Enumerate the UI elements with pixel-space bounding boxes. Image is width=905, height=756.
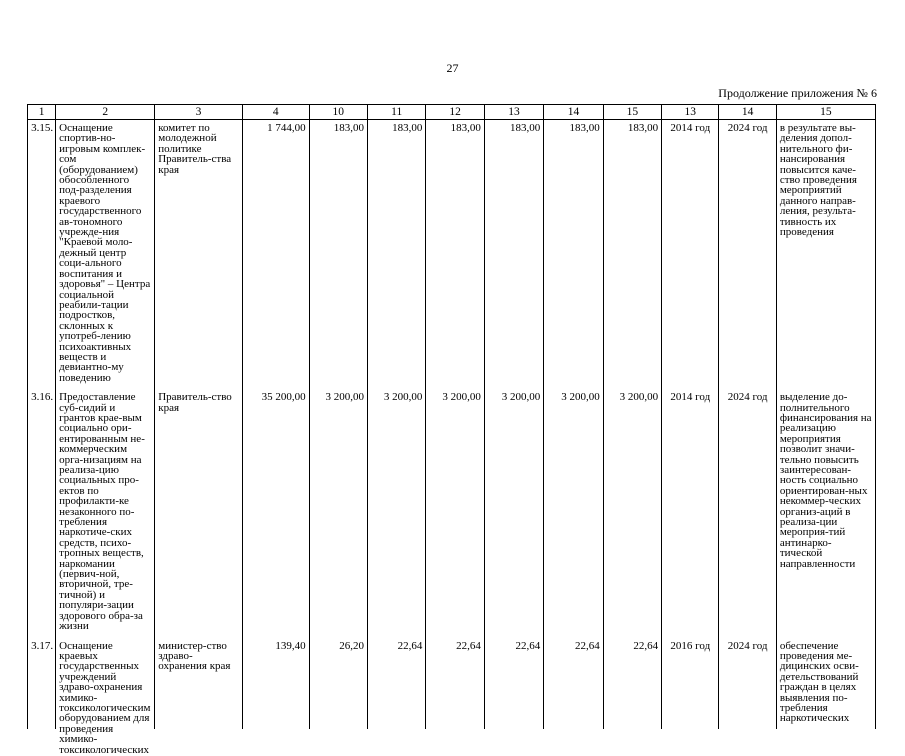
row-number: 3.16. [28,389,56,637]
continuation-label: Продолжение приложения № 6 [718,86,877,100]
amount-col-10: 26,20 [309,638,367,729]
table-row [28,389,876,637]
measure-name [56,638,155,756]
start-year: 2014 год [662,389,719,637]
measure-name: Оснащение спортив-но-игровым комплек-сом (оборудованием) обособленного под-разделения краевого государственного ав-тономного учрежде-ния "Краевой моло-дежный центр соци-ального воспитания и здоровья" – Центра социальной реабили-тации подростков, склонных к употреб-лению психоактивных веществ и девиантно-му поведению [56,120,155,390]
table-row [28,120,876,390]
row-number: 3.15. [28,120,56,390]
header-cell: 3 [155,105,243,120]
header-cell: 15 [603,105,661,120]
end-year: 2024 год [719,638,776,729]
amount-col-13: 22,64 [484,638,543,729]
amount-col-11: 183,00 [368,120,426,390]
executor: министер-ство здраво-охранения края [155,638,243,729]
amount-col-10: 183,00 [309,120,367,390]
amount-col-15: 183,00 [603,120,661,390]
header-cell: 1 [28,105,56,120]
header-cell: 13 [662,105,719,120]
start-year: 2016 год [662,638,719,729]
end-year: 2024 год [719,120,776,390]
expected-result: выделение до-полнительного финансирования на реализацию мероприятия позволит значи-тельно повысить заинтересован-ность социально ориентирован-ных некоммер-ческих организ-аций в реализа-ции мероприя-тий антинарко-тической направленности [776,389,875,637]
amount-col-14: 3 200,00 [544,389,603,637]
amount-col-12: 183,00 [426,120,484,390]
amount-col-12: 22,64 [426,638,484,729]
amount-col-15: 22,64 [603,638,661,729]
amount-col-13: 3 200,00 [484,389,543,637]
header-cell: 12 [426,105,484,120]
amount-col-14: 183,00 [544,120,603,390]
header-cell: 4 [242,105,309,120]
start-year: 2014 год [662,120,719,390]
table-row [28,638,876,729]
total-amount: 1 744,00 [242,120,309,390]
header-cell: 10 [309,105,367,120]
expected-result: в результате вы-деления допол-нительного фи-нансирования повысится каче-ство проведения мероприятий данного направ-ления, результа-тивность их проведения [776,120,875,390]
total-amount: 35 200,00 [242,389,309,637]
header-cell: 2 [56,105,155,120]
expected-result-text: обеспечение проведения ме-дицинских осви-детельствований граждан в целях выявления по-требления наркотических [779,639,859,725]
amount-col-11: 22,64 [368,638,426,729]
header-cell: 14 [719,105,776,120]
end-year: 2024 год [719,389,776,637]
appendix-table [27,104,876,756]
executor: Правитель-ство края [155,389,243,637]
executor: комитет по молодежной политике Правитель-ства края [155,120,243,390]
amount-col-10: 3 200,00 [309,389,367,637]
measure-name: Предоставление суб-сидий и грантов крае-вым социально ори-ентированным не-коммерческим орга-низациям на реализа-цию социальных про-ектов по профилакти-ке незаконного по-требления наркотиче-ских средств, психо-тропных веществ, наркомании (первич-ной, вторичной, тре-тичной) и популяри-зации здорового обра-за жизни [56,389,155,637]
amount-col-14: 22,64 [544,638,603,729]
measure-name-text: Оснащение краевых государственных учреждений здраво-охранения химико-токсикологическим оборудованием для проведения химико-токсикологических [59,639,151,756]
header-cell: 13 [484,105,543,120]
header-cell: 15 [776,105,875,120]
row-number: 3.17. [28,638,56,729]
total-amount: 139,40 [242,638,309,729]
header-row [28,105,876,120]
page-number: 27 [446,61,459,75]
header-cell: 14 [544,105,603,120]
amount-col-11: 3 200,00 [368,389,426,637]
header-cell: 11 [368,105,426,120]
amount-col-15: 3 200,00 [603,389,661,637]
expected-result [776,638,875,729]
amount-col-13: 183,00 [484,120,543,390]
amount-col-12: 3 200,00 [426,389,484,637]
